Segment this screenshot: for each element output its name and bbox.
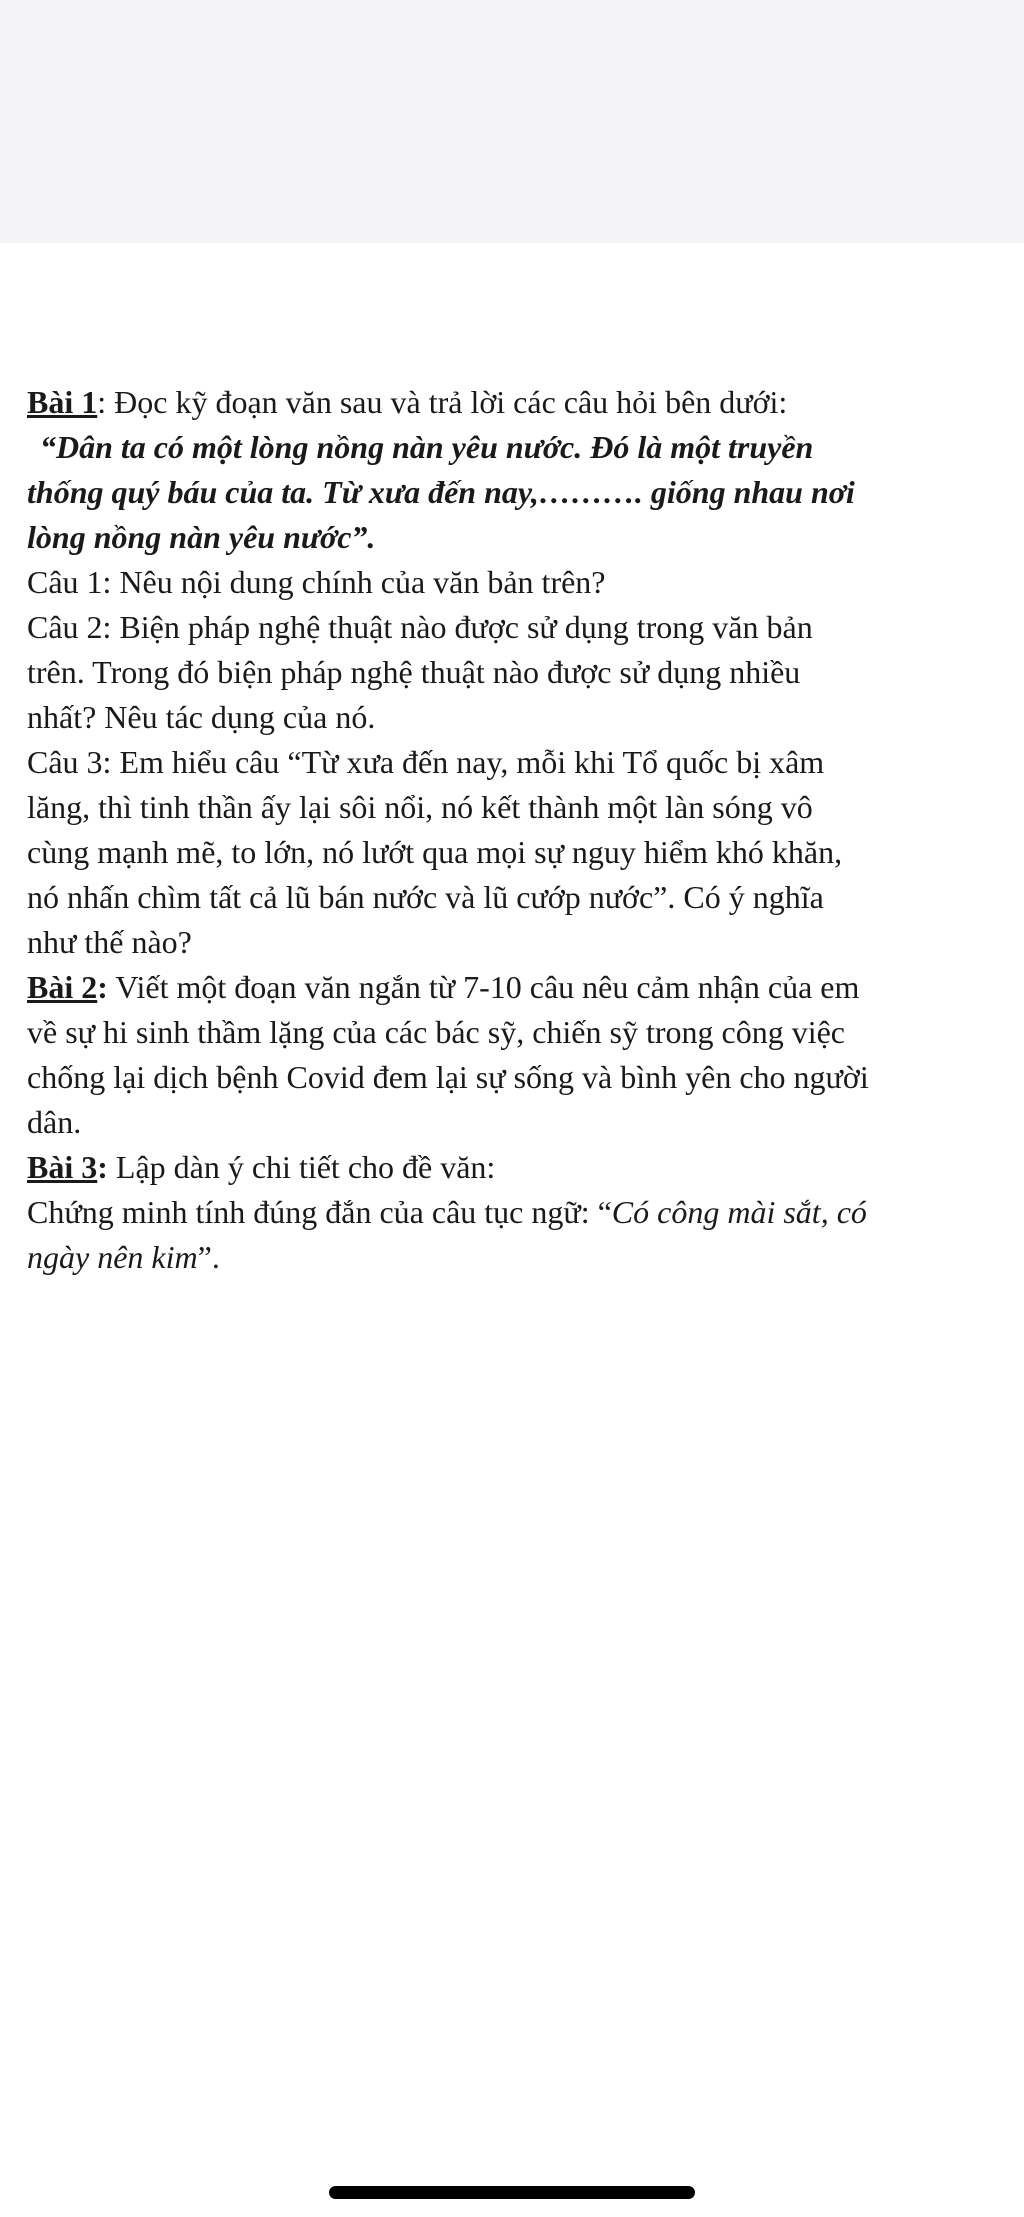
- bai2-line: chống lại dịch bệnh Covid đem lại sự sống và bình yên cho người: [27, 1059, 869, 1095]
- bai3-proverb-part1: Có công mài sắt, có: [611, 1194, 867, 1230]
- cau3-line: cùng mạnh mẽ, to lớn, nó lướt qua mọi sự nguy hiểm khó khăn,: [27, 834, 843, 870]
- bai1-quote-line: “Dân ta có một lòng nồng nàn yêu nước. Đó là một truyền: [40, 429, 814, 465]
- cau3-line: như thế nào?: [27, 924, 192, 960]
- bai1-instruction: Đọc kỹ đoạn văn sau và trả lời các câu hỏi bên dưới:: [106, 384, 788, 420]
- bai2-heading-line: [27, 965, 1024, 1010]
- bai1-label: Bài 1: [27, 384, 98, 420]
- bai1-quote-line: lòng nồng nàn yêu nước”.: [27, 519, 376, 555]
- bai2-label: Bài 2: [27, 969, 98, 1005]
- bai1-quote-line: thống quý báu của ta. Từ xưa đến nay,………. giống nhau nơi: [27, 474, 855, 510]
- cau2-line: Câu 2: Biện pháp nghệ thuật nào được sử dụng trong văn bản: [27, 609, 813, 645]
- bai3-prompt-end: ”.: [197, 1239, 220, 1275]
- cau3-line: Câu 3: Em hiểu câu “Từ xưa đến nay, mỗi khi Tổ quốc bị xâm: [27, 744, 825, 780]
- top-gray-area: [0, 0, 1024, 243]
- bai3-proverb-part2: ngày nên kim: [27, 1239, 198, 1275]
- document-text: [27, 380, 1024, 1280]
- cau2-line: nhất? Nêu tác dụng của nó.: [27, 699, 376, 735]
- bai1-colon: :: [97, 384, 107, 420]
- bai3-heading-line: [27, 1145, 1024, 1190]
- bai2-line: dân.: [27, 1104, 82, 1140]
- bai2-line: về sự hi sinh thầm lặng của các bác sỹ, chiến sỹ trong công việc: [27, 1014, 845, 1050]
- cau1-line: Câu 1: Nêu nội dung chính của văn bản trên?: [27, 564, 606, 600]
- home-indicator[interactable]: [329, 2186, 695, 2199]
- bai3-colon: :: [97, 1149, 108, 1185]
- bai3-instruction: Lập dàn ý chi tiết cho đề văn:: [107, 1149, 496, 1185]
- bai2-colon: :: [97, 969, 108, 1005]
- bai3-prompt-line: [27, 1190, 1024, 1235]
- cau3-line: nó nhấn chìm tất cả lũ bán nước và lũ cướp nước”. Có ý nghĩa: [27, 879, 824, 915]
- bai3-label: Bài 3: [27, 1149, 98, 1185]
- bai1-heading-line: [27, 380, 1024, 425]
- bai3-prompt-plain: Chứng minh tính đúng đắn của câu tục ngữ: “: [27, 1194, 612, 1230]
- cau3-line: lăng, thì tinh thần ấy lại sôi nổi, nó kết thành một làn sóng vô: [27, 789, 813, 825]
- cau2-line: trên. Trong đó biện pháp nghệ thuật nào được sử dụng nhiều: [27, 654, 801, 690]
- bai2-text: Viết một đoạn văn ngắn từ 7-10 câu nêu cảm nhận của em: [107, 969, 860, 1005]
- bai3-prompt-line: [27, 1235, 1024, 1280]
